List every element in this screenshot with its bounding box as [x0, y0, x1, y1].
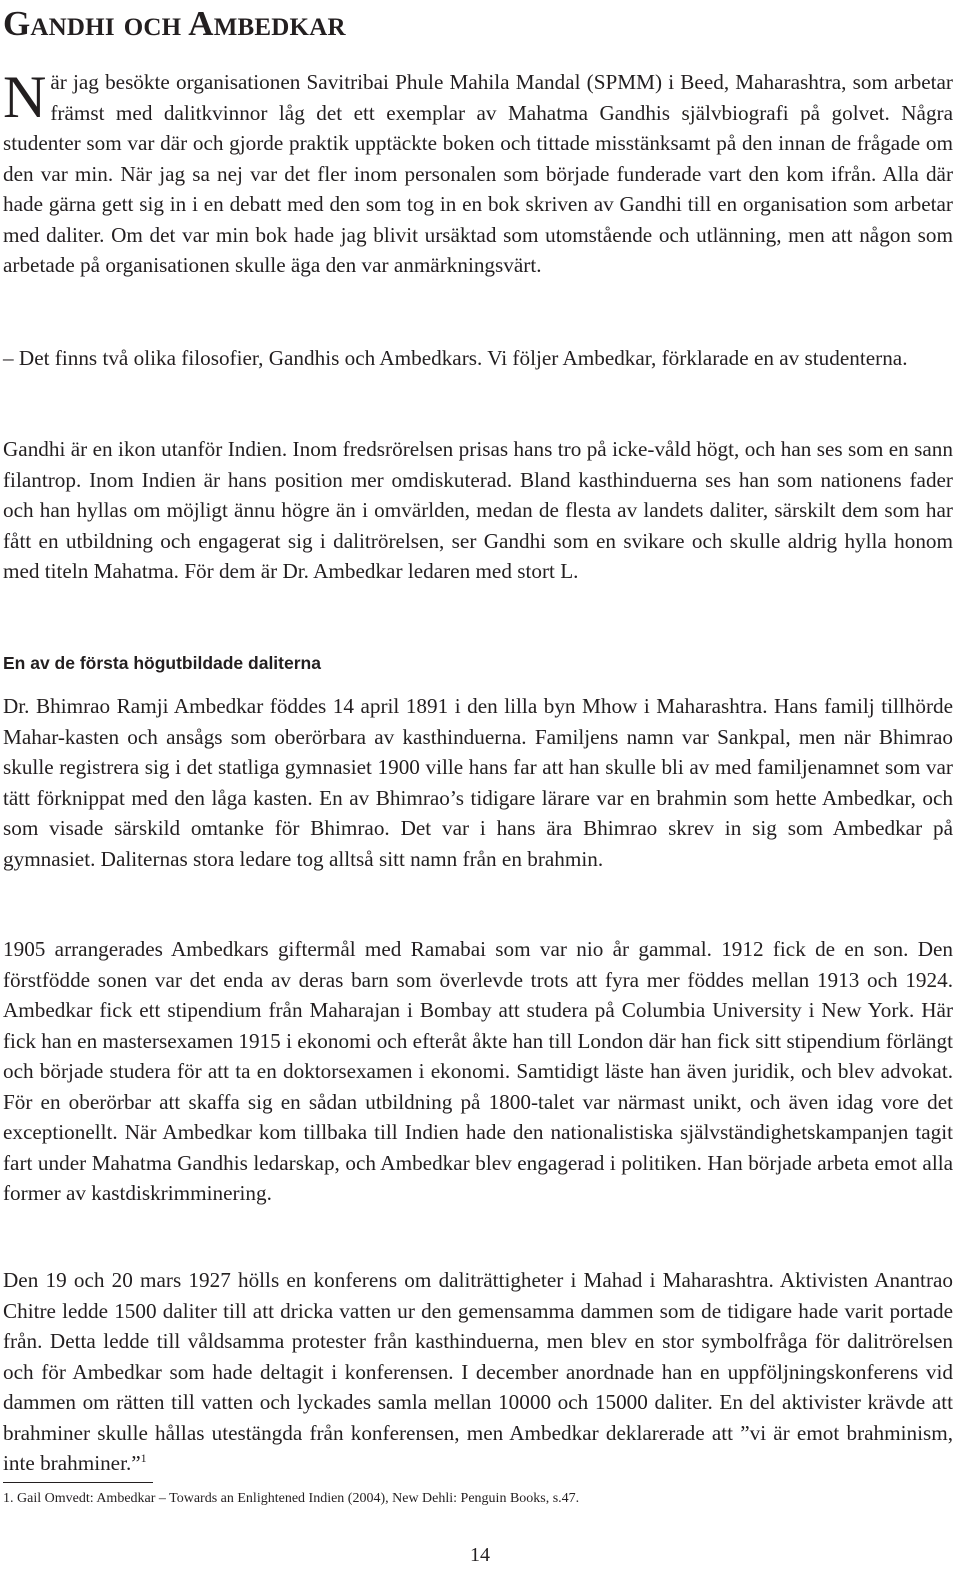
mahad-paragraph — [3, 1265, 953, 1479]
intro-text: är jag besökte organisationen Savitribai Phule Mahila Mandal (SPMM) i Beed, Maharashtra, som arbetar främst med dalitkvinnor låg det ett exemplar av Mahatma Gandhis självbiografi på golvet. Några studenter som var där och gjorde praktik upptäckte boken och tittade misstänksamt på den innan de frågade om den var min. När jag sa nej var det fler inom personalen som började funderade vart den kom ifrån. Alla där hade gärna gett sig in i en debatt med den som tog in en bok skriven av Gandhi till en organisation som arbetar med daliter. Om det var min bok hade jag blivit ursäktad som utomstående och utlänning, men att någon som arbetade på organisationen skulle äga den var anmärkningsvärt. — [3, 70, 953, 277]
footnote-marker: 1 — [140, 1450, 147, 1465]
section-heading: En av de första högutbildade daliterna — [3, 653, 321, 673]
drop-cap: N — [3, 64, 47, 130]
education-paragraph: 1905 arrangerades Ambedkars giftermål med Ramabai som var nio år gammal. 1912 fick de en son. Den förstfödde sonen var det enda av deras barn som överlevde trots att fyra mer föddes mellan 1913 och 1924. Ambedkar fick ett stipendium från Maharajan i Bombay att studera på Columbia University i New York. Här fick han en mastersexamen 1915 i ekonomi och efteråt åkte han till London där han fick sitt stipendium förlängt och började studera för att ta en doktorsexamen i ekonomi. Samtidigt läste han även juridik, och blev advokat. För en oberörbar att skaffa sig en sådan utbildning på 1800-talet var närmast unikt, och även idag vore det exceptionellt. När Ambedkar kom tillbaka till Indien hade den nationalistiska självständighetskampanjen tagit fart under Mahatma Gandhis ledarskap, och Ambedkar blev engagerad i politiken. Han började arbeta emot alla former av kastdiskrimminering. — [3, 937, 953, 1205]
birth-paragraph: Dr. Bhimrao Ramji Ambedkar föddes 14 april 1891 i den lilla byn Mhow i Maharashtra. Hans familj tillhörde Mahar-kasten och ansågs som oberörbara av kasthinduerna. Familjens namn var Sankpal, men när Bhimrao skulle registrera sig i det statliga gymnasiet 1900 ville hans far att han skulle bli av med familjenamnet som var tätt förknippat med den låga kasten. En av Bhimrao’s tidigare lärare var en brahmin som hette Ambedkar, och som visade särskild omtanke för Bhimrao. Det var i hans ära Bhimrao skrev in sig som Ambedkar på gymnasiet. Daliternas stora ledare tog alltså sitt namn från en brahmin. — [3, 694, 953, 871]
mahad-text: Den 19 och 20 mars 1927 hölls en konferens om daliträttigheter i Mahad i Maharashtra. Aktivisten Anantrao Chitre ledde 1500 daliter till att dricka vatten ur den gemensamma dammen som de tidigare hade varit portade från. Detta ledde till våldsamma protester från kasthinduerna, men blev en stor symbolfråga för dalitrörelsen och för Ambedkar som hade deltagit i konferensen. I december anordnade han en uppföljningskonferens vid dammen om rätten till vatten och lyckades samla mellan 10000 och 15000 daliter. En del aktivister krävde att brahminer skulle hållas utestängda från konferensen, men Ambedkar deklarerade att ”vi är emot brahminism, inte brahminer.” — [3, 1268, 953, 1475]
page-title: Gandhi och Ambedkar — [3, 4, 346, 43]
footnote-divider — [3, 1482, 153, 1483]
footnote: 1. Gail Omvedt: Ambedkar – Towards an Enlightened Indien (2004), New Dehli: Penguin Books, s.47. — [3, 1491, 580, 1506]
page-number: 14 — [470, 1544, 490, 1566]
icon-paragraph: Gandhi är en ikon utanför Indien. Inom fredsrörelsen prisas hans tro på icke-våld högt, och han ses som en sann filantrop. Inom Indien är hans position mer omdiskuterad. Bland kasthinduerna ses han som nationens fader och han hyllas om möjligt ännu högre än i omvärlden, medan de flesta av landets daliter, särskilt dem som har fått en utbildning och engagerat sig i dalitrörelsen, ser Gandhi som en svikare och skulle aldrig hylla honom med titeln Mahatma. För dem är Dr. Ambedkar ledaren med stort L. — [3, 437, 953, 583]
intro-paragraph — [3, 64, 953, 281]
quote-paragraph: – Det finns två olika filosofier, Gandhis och Ambedkars. Vi följer Ambedkar, förklarade en av studenterna. — [3, 346, 908, 370]
